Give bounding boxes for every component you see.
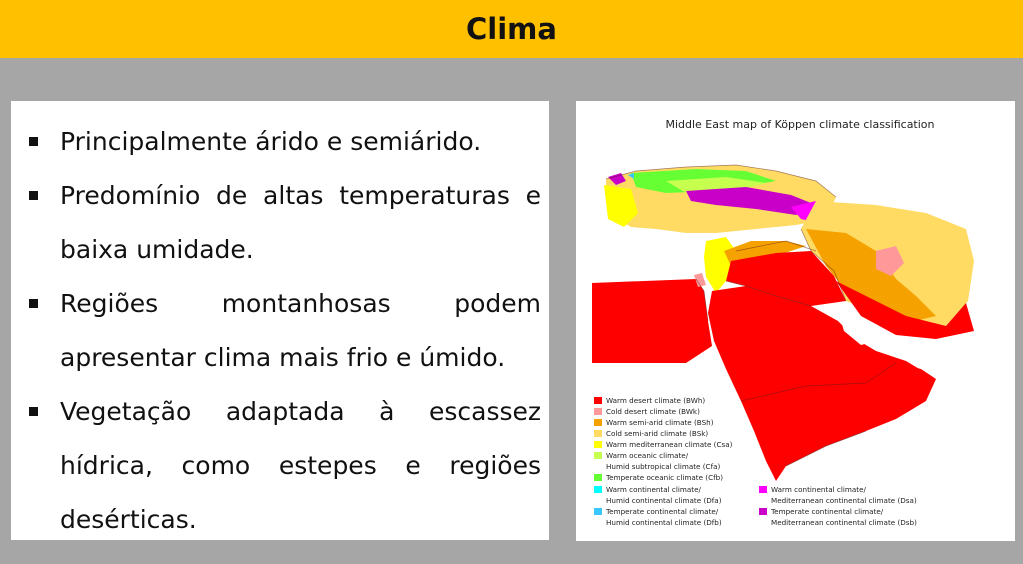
legend-swatch — [594, 486, 602, 493]
legend-label: Humid continental climate (Dfb) — [606, 518, 722, 527]
climate-map-panel — [576, 101, 1015, 541]
legend-entry — [594, 396, 705, 405]
climate-map-image — [576, 101, 1015, 541]
legend-swatch — [594, 397, 602, 404]
legend-entry — [594, 407, 700, 416]
legend-entry — [594, 440, 733, 449]
square-bullet-icon — [29, 299, 38, 308]
legend-swatch — [759, 508, 767, 515]
legend-label: Mediterranean continental climate (Dsa) — [771, 496, 917, 505]
bullet-text: Vegetação adaptada à escassez hídrica, como estepes e regiões desérticas. — [60, 397, 541, 534]
legend-label: Temperate continental climate/ — [606, 507, 719, 516]
legend-swatch — [594, 408, 602, 415]
title-bar — [0, 0, 1023, 58]
square-bullet-icon — [29, 407, 38, 416]
map-title: Middle East map of Köppen climate classification — [665, 118, 935, 131]
legend-label: Mediterranean continental climate (Dsb) — [771, 518, 917, 527]
bullet-item — [23, 115, 541, 169]
legend-entry — [594, 507, 722, 527]
legend-swatch — [594, 430, 602, 437]
bullet-list — [23, 115, 541, 547]
legend-label: Cold desert climate (BWk) — [606, 407, 700, 416]
legend-label: Cold semi-arid climate (BSk) — [606, 429, 709, 438]
legend-entry — [759, 485, 917, 505]
bullet-item — [23, 277, 541, 385]
legend-label: Temperate continental climate/ — [771, 507, 884, 516]
legend-swatch — [594, 452, 602, 459]
legend-label: Warm continental climate/ — [606, 485, 701, 494]
bullet-text: Regiões montanhosas podem apresentar clima mais frio e úmido. — [60, 289, 541, 372]
page-title: Clima — [466, 12, 557, 46]
legend-entry — [594, 418, 714, 427]
bullet-item — [23, 385, 541, 547]
bullet-text: Predomínio de altas temperaturas e baixa umidade. — [60, 181, 541, 264]
square-bullet-icon — [29, 137, 38, 146]
legend-entry — [594, 429, 708, 438]
legend-label: Humid continental climate (Dfa) — [606, 496, 722, 505]
legend-swatch — [594, 419, 602, 426]
legend-entry — [594, 451, 721, 471]
legend-label: Warm semi-arid climate (BSh) — [606, 418, 714, 427]
legend-label: Temperate oceanic climate (Cfb) — [606, 473, 724, 482]
text-panel — [11, 101, 549, 540]
square-bullet-icon — [29, 191, 38, 200]
legend-swatch — [594, 508, 602, 515]
legend-entry — [759, 507, 917, 527]
legend-swatch — [759, 486, 767, 493]
legend-label: Warm continental climate/ — [771, 485, 866, 494]
legend-label: Warm desert climate (BWh) — [606, 396, 706, 405]
legend-label: Humid subtropical climate (Cfa) — [606, 462, 721, 471]
legend-entry — [594, 485, 722, 505]
legend-label: Warm oceanic climate/ — [606, 451, 689, 460]
bullet-text: Principalmente árido e semiárido. — [60, 127, 482, 156]
legend-swatch — [594, 441, 602, 448]
legend-entry — [594, 473, 723, 482]
legend-swatch — [594, 474, 602, 481]
legend-label: Warm mediterranean climate (Csa) — [606, 440, 733, 449]
bullet-item — [23, 169, 541, 277]
